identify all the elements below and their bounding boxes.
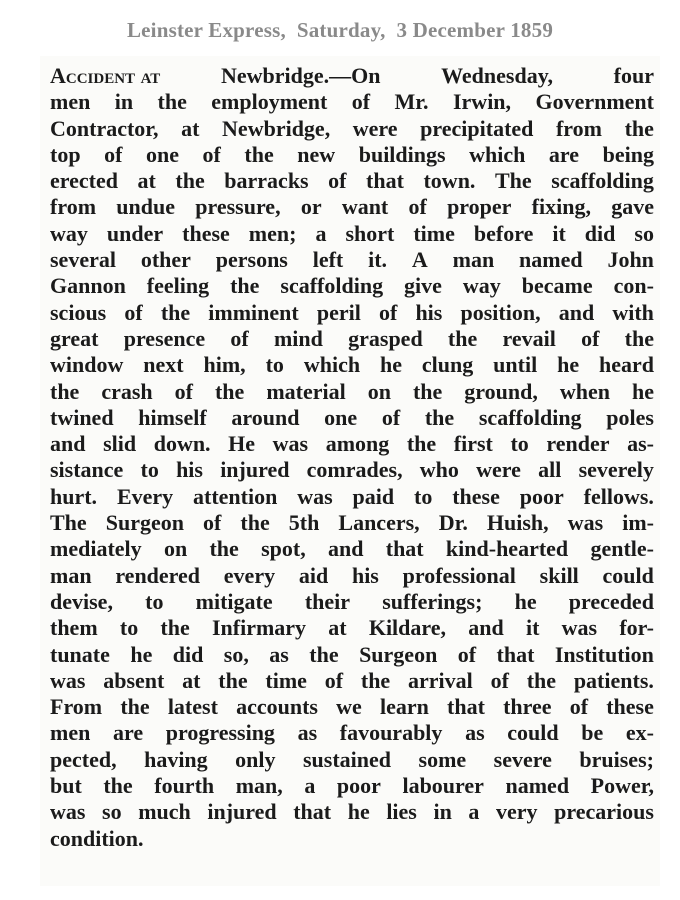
article-line: condition.	[50, 825, 144, 851]
article-line: tunate he did so, as the Surgeon of that Institution	[50, 641, 654, 667]
article-line: the crash of the material on the ground, when he	[50, 378, 654, 404]
article-line: but the fourth man, a poor labourer named Power,	[50, 773, 654, 799]
article-line: devise, to mitigate their sufferings; he preceded	[50, 588, 654, 614]
article-line: Accident at Newbridge.—On Wednesday, four	[50, 63, 654, 88]
article-line: scious of the imminent peril of his position, and with	[50, 299, 654, 325]
article-line: way under these men; a short time before it did so	[50, 220, 654, 246]
masthead-title: Leinster Express, Saturday, 3 December 1859	[126, 18, 554, 42]
article-line: was absent at the time of the arrival of the patients.	[50, 667, 654, 693]
article-line: from undue pressure, or want of proper fixing, gave	[50, 194, 654, 220]
article-line: The Surgeon of the 5th Lancers, Dr. Huish, was im-	[50, 510, 654, 536]
article-line: From the latest accounts we learn that three of these	[50, 694, 654, 720]
article-line: Gannon feeling the scaffolding give way became con-	[50, 273, 654, 299]
article-line: top of one of the new buildings which are being	[50, 141, 654, 167]
article-line: pected, having only sustained some severe bruises;	[50, 746, 654, 772]
article-line: mediately on the spot, and that kind-hearted gentle-	[50, 536, 654, 562]
article-line: and slid down. He was among the first to render as-	[50, 431, 654, 457]
article-line: sistance to his injured comrades, who were all severely	[50, 457, 654, 483]
article-line: erected at the barracks of that town. The scaffolding	[50, 168, 654, 194]
article-line: great presence of mind grasped the revail of the	[50, 325, 654, 351]
article-line: several other persons left it. A man named John	[50, 247, 654, 273]
article-line: them to the Infirmary at Kildare, and it was for-	[50, 615, 654, 641]
article-line: man rendered every aid his professional skill could	[50, 562, 654, 588]
article-line: Contractor, at Newbridge, were precipitated from the	[50, 115, 654, 141]
article-line: men in the employment of Mr. Irwin, Government	[50, 89, 654, 115]
article-body	[50, 63, 654, 852]
article-line: twined himself around one of the scaffolding poles	[50, 404, 654, 430]
article-line: hurt. Every attention was paid to these poor fellows.	[50, 483, 654, 509]
article-line: was so much injured that he lies in a very precarious	[50, 799, 654, 825]
article-line: men are progressing as favourably as could be ex-	[50, 720, 654, 746]
newspaper-clipping	[40, 56, 660, 886]
article-line: window next him, to which he clung until he heard	[50, 352, 654, 378]
